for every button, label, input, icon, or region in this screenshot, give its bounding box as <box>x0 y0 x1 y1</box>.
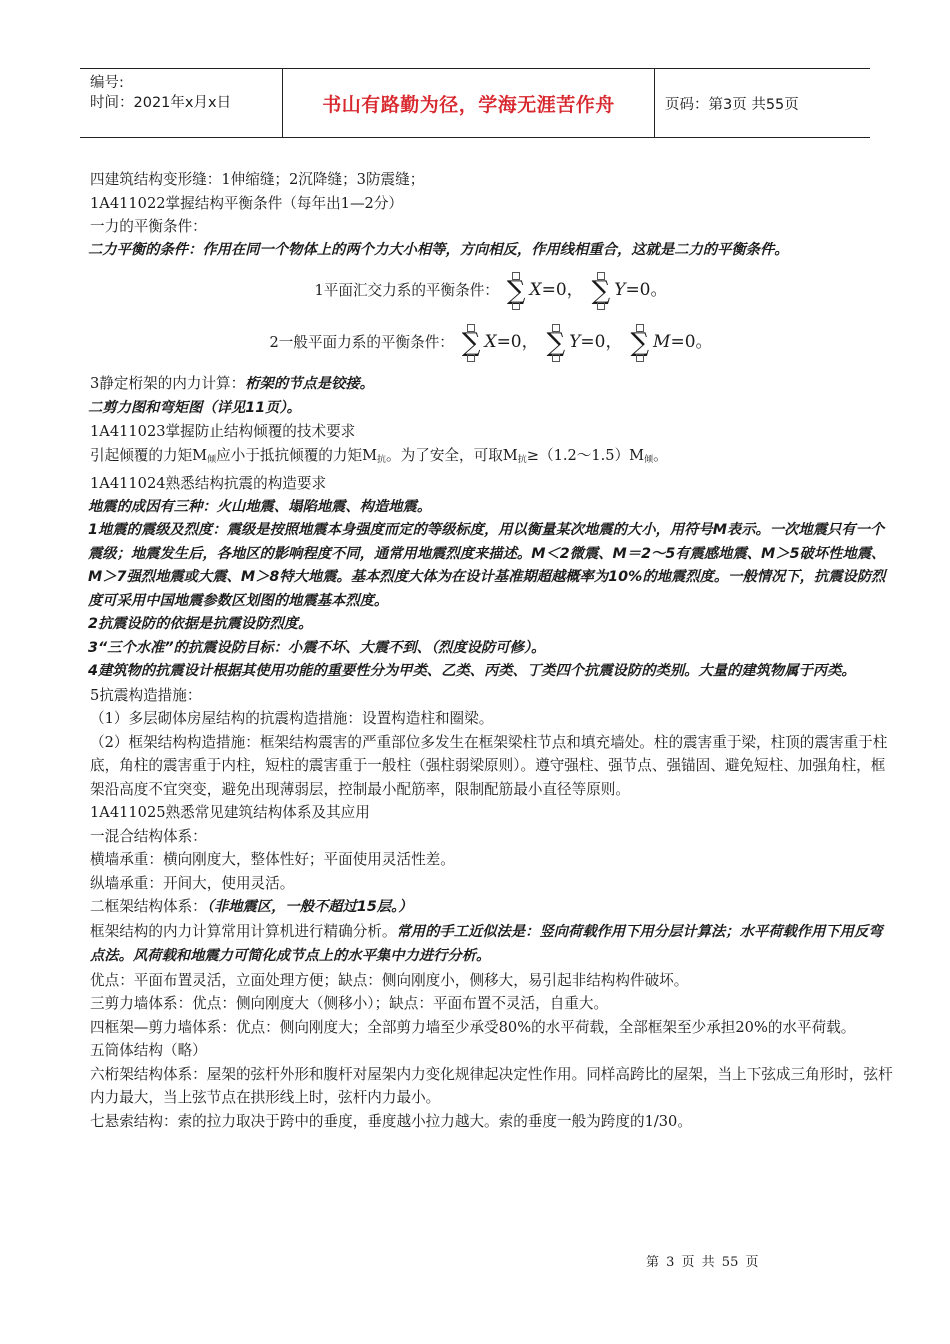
math-var: M <box>653 332 671 353</box>
header-page-label: 页码：第3页 共55页 <box>665 96 799 113</box>
page-footer: 第 3 页 共 55 页 <box>646 1255 759 1270</box>
paragraph-emphasis: 二剪力图和弯矩图（详见11页）。 <box>88 399 301 416</box>
math-var: Y <box>569 332 581 353</box>
sigma-icon: ∑ <box>547 324 566 362</box>
subscript: 抗 <box>377 454 387 465</box>
paragraph-emphasis: 1地震的震级及烈度：震级是按照地震本身强度而定的等级标度，用以衡量某次地震的大小，用符号M表示。一次地震只有一个震级；地震发生后，各地区的影响程度不同，通常用地震烈度来描述。M＜2微震、M＝2～5有震感地震、M＞5破坏性地震、M＞7强烈地震或大震、M＞8特大地震。基本烈度大体为在设计基准期超越概率为10%的地震烈度。一般情况下，抗震设防烈度可采用中国地震参数区划图的地震基本烈度。 <box>88 522 886 609</box>
text-run: 二框架结构体系： <box>90 898 207 915</box>
paragraph-emphasis: 地震的成因有三种：火山地震、塌陷地震、构造地震。 <box>88 498 432 515</box>
math-var: X <box>529 280 542 301</box>
paragraph-emphasis: 2抗震设防的依据是抗震设防烈度。 <box>88 616 313 632</box>
math-var: X <box>484 332 497 353</box>
formula-concurrent-forces <box>88 268 894 314</box>
paragraph: 纵墙承重：开间大，使用灵活。 <box>90 874 295 892</box>
paragraph: 三剪力墙体系：优点：侧向刚度大（侧移小）；缺点：平面布置不灵活，自重大。 <box>90 995 609 1012</box>
paragraph <box>88 895 894 920</box>
paragraph: 优点：平面布置灵活，立面处理方便；缺点：侧向刚度小，侧移大，易引起非结构构件破坏。 <box>90 971 689 989</box>
sigma-icon: ∑ <box>592 272 611 310</box>
subscript: 抗 <box>517 454 527 465</box>
paragraph: 横墙承重：横向刚度大，整体性好；平面使用灵活性差。 <box>90 851 455 868</box>
code-label: 编号: <box>90 75 124 91</box>
paragraph-emphasis: 4建筑物的抗震设计根据其使用功能的重要性分为甲类、乙类、丙类、丁类四个抗震设防的类别。大量的建筑物属于丙类。 <box>88 663 856 679</box>
paragraph-emphasis: 二力平衡的条件：作用在同一个物体上的两个力大小相等，方向相反，作用线相重合，这就是二力的平衡条件。 <box>88 241 789 258</box>
paragraph: 七悬索结构：索的拉力取决于跨中的垂度，垂度越小拉力越大。索的垂度一般为跨度的1/30。 <box>90 1112 692 1130</box>
header-meta <box>80 69 283 137</box>
sigma-icon: ∑ <box>507 272 526 310</box>
subscript: 倾 <box>644 454 654 465</box>
time-label: 时间：2021年x月x日 <box>90 95 232 111</box>
paragraph-emphasis: 3“三个水准”的抗震设防目标：小震不坏、大震不到、（烈度设防可修）。 <box>88 639 546 656</box>
text-run: 应小于抵抗倾覆的力矩M <box>216 446 378 464</box>
formula-general-forces <box>88 320 894 366</box>
paragraph: 1A411023掌握防止结构倾覆的技术要求 <box>90 423 356 440</box>
header-motto: 书山有路勤为径，学海无涯苦作舟 <box>283 69 655 137</box>
text-run: ≥（1.2～1.5）M <box>526 446 645 464</box>
paragraph <box>88 920 894 969</box>
text-run: 。为了安全，可取M <box>386 446 518 464</box>
paragraph: 一混合结构体系： <box>90 827 207 845</box>
paragraph: 1A411024熟悉结构抗震的构造要求 <box>90 475 327 492</box>
formula-label: 2一般平面力系的平衡条件： <box>269 334 454 352</box>
subscript: 倾 <box>207 454 217 465</box>
math-var: Y <box>614 280 626 301</box>
sigma-icon: ∑ <box>630 324 649 362</box>
paragraph: 1A411025熟悉常见建筑结构体系及其应用 <box>90 804 370 821</box>
math-eq: =0， <box>580 332 623 353</box>
document-body <box>88 168 894 1133</box>
text-run-emphasis: （非地震区，一般不超过15层。） <box>206 899 413 915</box>
paragraph: 1A411022掌握结构平衡条件（每年出1—2分） <box>90 194 404 212</box>
paragraph: （1）多层砌体房屋结构的抗震构造措施：设置构造柱和圈梁。 <box>90 710 494 727</box>
paragraph: 四建筑结构变形缝：1伸缩缝；2沉降缝；3防震缝； <box>90 171 425 188</box>
text-run-emphasis: 常用的手工近似法是：竖向荷载作用下用分层计算法；水平荷载作用下用反弯点法。风荷载和地震力可简化成节点上的水平集中力进行分析。 <box>90 923 883 964</box>
paragraph: （2）框架结构构造措施：框架结构震害的严重部位多发生在框架梁柱节点和填充墙处。柱的震害重于梁，柱顶的震害重于柱底，角柱的震害重于内柱，短柱的震害重于一般柱（强柱弱梁原则）。遵守强柱、强节点、强锚固、避免短柱、加强角柱，框架沿高度不宜突变，避免出现薄弱层，控制最小配筋率，限制配筋最小直径等原则。 <box>90 733 888 798</box>
formula-label: 1平面汇交力系的平衡条件： <box>314 282 499 300</box>
paragraph <box>88 372 894 397</box>
paragraph: 一力的平衡条件： <box>90 218 207 235</box>
paragraph <box>88 444 894 473</box>
text-run: 引起倾覆的力矩M <box>90 446 208 464</box>
paragraph: 六桁架结构体系：屋架的弦杆外形和腹杆对屋架内力变化规律起决定性作用。同样高跨比的屋架，当上下弦成三角形时，弦杆内力最大，当上弦节点在拱形线上时，弦杆内力最小。 <box>90 1065 893 1106</box>
text-run: 3静定桁架的内力计算： <box>90 375 246 392</box>
page-header <box>80 68 870 138</box>
math-eq: =0。 <box>625 280 668 301</box>
paragraph: 五筒体结构（略） <box>90 1042 207 1059</box>
math-eq: =0， <box>541 280 584 301</box>
text-run-emphasis: 桁架的节点是铰接。 <box>245 376 374 392</box>
math-eq: =0。 <box>670 332 713 353</box>
paragraph: 5抗震构造措施： <box>90 686 202 704</box>
sigma-icon: ∑ <box>462 324 481 362</box>
text-run: 框架结构的内力计算常用计算机进行精确分析。 <box>90 922 397 940</box>
paragraph: 四框架—剪力墙体系：优点：侧向刚度大；全部剪力墙至少承受80%的水平荷载，全部框架至少承担20%的水平荷载。 <box>90 1018 856 1036</box>
math-eq: =0， <box>496 332 539 353</box>
text-run: 。 <box>653 446 668 464</box>
